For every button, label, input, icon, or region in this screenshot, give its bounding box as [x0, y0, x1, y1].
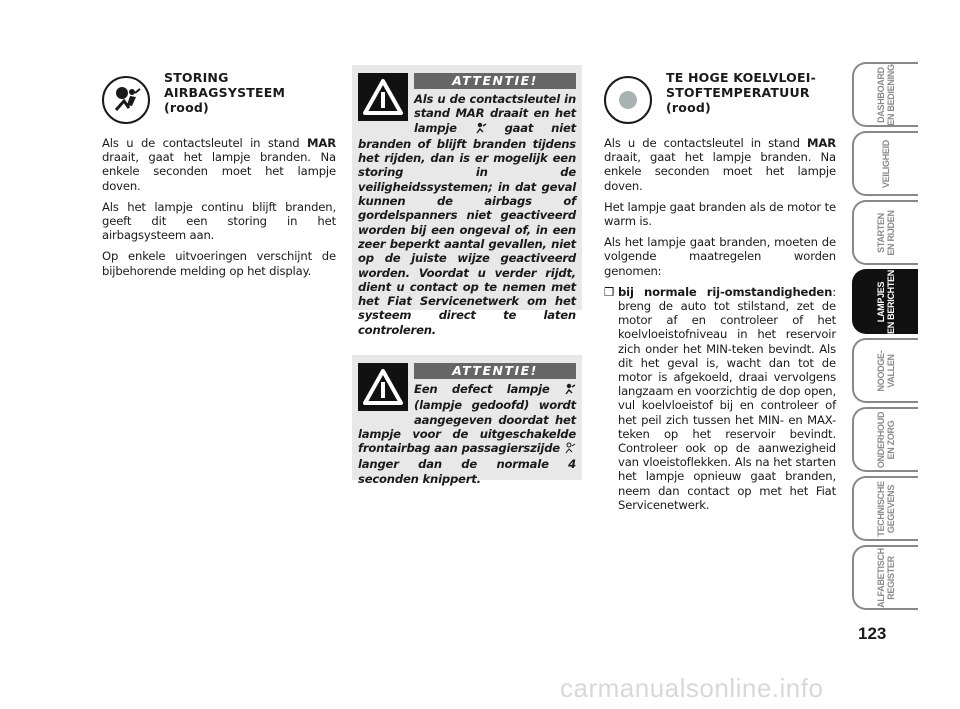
tab-technische-gegevens[interactable]: TECHNISCHE GEGEVENS — [852, 476, 918, 541]
page-number: 123 — [858, 624, 887, 643]
attentie-header: ATTENTIE! — [414, 363, 576, 379]
tab-dashboard[interactable]: DASHBOARD EN BEDIENING — [852, 62, 918, 127]
airbag-icon — [564, 383, 576, 398]
coolant-temperature-icon — [604, 76, 652, 124]
warning-triangle-icon — [358, 73, 408, 121]
warning-box: ATTENTIE! Een defect lampje (lampje gedoofd) wordt aangegeven doordat het lampje voor de uitgeschakelde frontairbag aan passagierszijde langer dan de normale 4 seconden knippert. — [352, 355, 582, 480]
section-title: STORING AIRBAGSYSTEEM (rood) — [164, 70, 286, 115]
tab-alfabetisch-register[interactable]: ALFABETISCH REGISTER — [852, 545, 918, 610]
airbag-warning-icon — [102, 76, 150, 124]
tab-noodgevallen[interactable]: NOODGE- VALLEN — [852, 338, 918, 403]
warning-box: ATTENTIE! Als u de contactsleutel in stand MAR draait en het lampje gaat niet branden of blijft branden tijdens het rijden, dan is er mogelijk een storing in de veiligheidssystemen; in dat geval kunnen de airbags of gordelspanners niet geactiveerd worden bij een ongeval of, in een zeer beperkt aantal gevallen, niet op de juiste wijze geactiveerd worden. Voordat u verder rijdt, dient u contact op te nemen met het Fiat Servicenetwerk om het systeem direct te laten controleren. — [352, 65, 582, 310]
paragraph: Op enkele uitvoeringen verschijnt de bijbehorende melding op het display. — [102, 249, 336, 278]
watermark: carmanualsonline.info — [560, 673, 824, 703]
warning-triangle-icon — [358, 363, 408, 411]
chapter-tabs — [852, 62, 918, 614]
airbag-icon — [475, 122, 487, 137]
tab-onderhoud[interactable]: ONDERHOUD EN ZORG — [852, 407, 918, 472]
tab-veiligheid[interactable]: VEILIGHEID — [852, 131, 918, 196]
paragraph: Als het lampje continu blijft branden, geeft dit een storing in het airbagsysteem aan. — [102, 199, 336, 243]
paragraph: Als het lampje gaat branden, moeten de volgende maatregelen worden genomen: — [604, 235, 836, 278]
attentie-header: ATTENTIE! — [414, 73, 576, 89]
section-title: TE HOGE KOELVLOEI- STOFTEMPERATUUR (rood) — [666, 70, 816, 115]
tab-lampjes[interactable]: LAMPJES EN BERICHTEN — [852, 269, 918, 334]
airbag-section — [102, 70, 336, 285]
bullet-item: ❒ bij normale rij-omstandigheden: breng de auto tot stilstand, zet de motor af en controleer of het koelvloeistofniveau in het reservoir zich onder het MIN-teken bevindt. Als dit het geval is, wacht dan tot de motor is afgekoeld, draai vervolgens langzaam en voorzichtig de dop open, vul koelvloeistof bij en controleer of het peil zich tussen het MIN- en MAX-teken op het reservoir bevindt. Controleer ook op de aanwezigheid van vloeistoflekken. Als na het starten het lampje opnieuw gaat branden, neem dan contact op met het Fiat Servicenetwerk. — [604, 284, 836, 512]
paragraph: Het lampje gaat branden als de motor te warm is. — [604, 199, 836, 229]
coolant-section — [604, 70, 836, 512]
passenger-airbag-off-icon — [564, 442, 576, 457]
tab-starten[interactable]: STARTEN EN RIJDEN — [852, 200, 918, 265]
paragraph: Als u de contactsleutel in stand MAR draait, gaat het lampje branden. Na enkele seconden moet het lampje doven. — [604, 136, 836, 193]
paragraph: Als u de contactsleutel in stand MAR draait, gaat het lampje branden. Na enkele seconden moet het lampje doven. — [102, 136, 336, 193]
checkbox-bullet-icon: ❒ — [604, 284, 615, 299]
